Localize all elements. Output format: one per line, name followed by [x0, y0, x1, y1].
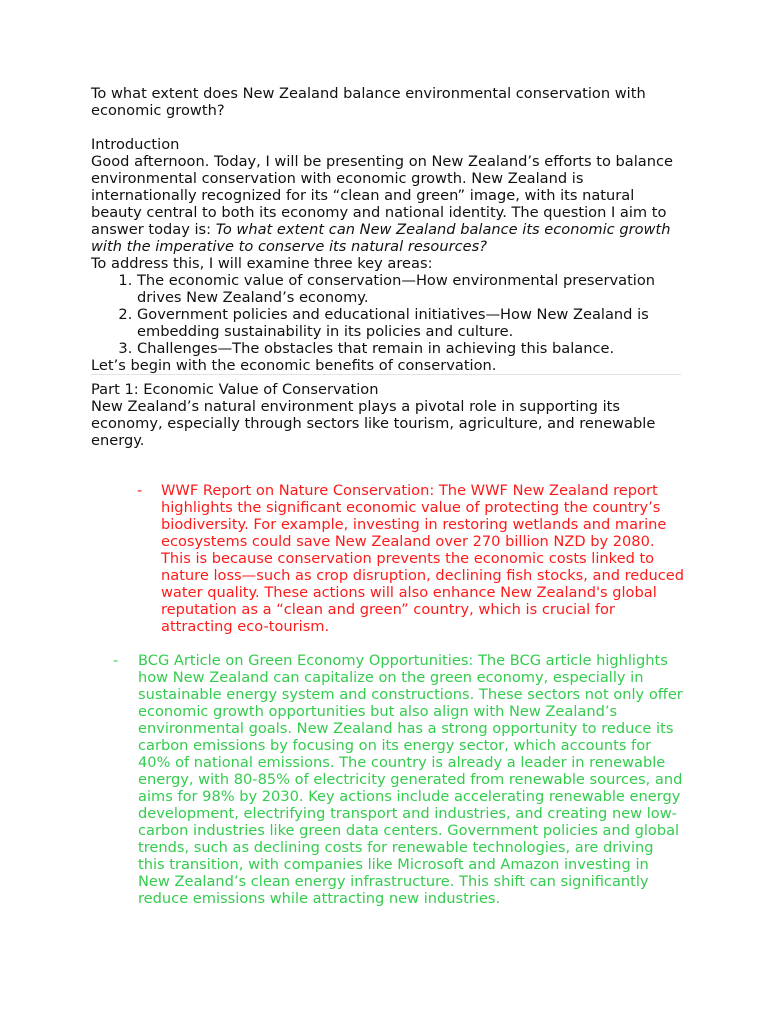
bullet-marker: -: [137, 482, 143, 499]
list-item: 3. Challenges—The obstacles that remain in achieving this balance.: [137, 340, 681, 357]
section-divider: [91, 374, 681, 375]
bullet-marker: -: [113, 652, 119, 669]
wwf-report-text: WWF Report on Nature Conservation: The WWF New Zealand report highlights the significant economic value of protecting the country’s biodiversity. For example, investing in restoring wetlands and marine ecosystems could save New Zealand over 270 billion NZD by 2080. This is because conservation prevents the economic costs linked to nature loss—such as crop disruption, declining fish stocks, and reduced water quality. These actions will also enhance New Zealand's global reputation as a “clean and green” country, which is crucial for attracting eco-tourism.: [161, 482, 685, 635]
bcg-article-text: BCG Article on Green Economy Opportunities: The BCG article highlights how New Zealand can capitalize on the green economy, especially in sustainable energy system and constructions. These sectors not only offer economic growth opportunities but also align with New Zealand’s environmental goals. New Zealand has a strong opportunity to reduce its carbon emissions by focusing on its energy sector, which accounts for 40% of national emissions. The country is already a leader in renewable energy, with 80-85% of electricity generated from renewable sources, and aims for 98% by 2030. Key actions include accelerating renewable energy development, electrifying transport and industries, and creating new low-carbon industries like green data centers. Government policies and global trends, such as declining costs for renewable technologies, are driving this transition, with companies like Microsoft and Amazon investing in New Zealand’s clean energy infrastructure. This shift can significantly reduce emissions while attracting new industries.: [138, 652, 683, 907]
blank-line: [91, 449, 681, 466]
intro-body-text: Good afternoon. Today, I will be presenting on New Zealand’s efforts to balance environmental conservation with economic growth. New Zealand is internationally recognized for its “clean and green” image, with its natural beauty central to both its economy and national identity. The question I aim to answer today is:: [91, 153, 673, 238]
areas-lead: To address this, I will examine three key areas:: [91, 255, 433, 272]
document-page: [91, 85, 685, 907]
part1-heading: Part 1: Economic Value of Conservation: [91, 381, 379, 398]
bcg-article-bullet: [91, 652, 683, 907]
essay-question: To what extent does New Zealand balance environmental conservation with economic growth?: [91, 85, 646, 119]
blank-line: [91, 119, 681, 136]
list-item: 1. The economic value of conservation—How environmental preservation drives New Zealand’s economy.: [137, 272, 681, 306]
transition-sentence: Let’s begin with the economic benefits of conservation.: [91, 357, 497, 374]
part1-body: New Zealand’s natural environment plays a pivotal role in supporting its economy, especially through sectors like tourism, agriculture, and renewable energy.: [91, 398, 656, 449]
intro-question-italic: To what extent can New Zealand balance its economic growth with the imperative to conserve its natural resources?: [91, 221, 671, 255]
key-areas-list: [91, 272, 681, 357]
blank-line: [91, 635, 681, 652]
list-item: 2. Government policies and educational initiatives—How New Zealand is embedding sustainability in its policies and culture.: [137, 306, 681, 340]
wwf-report-bullet: [91, 482, 686, 635]
intro-paragraph: [91, 153, 681, 255]
intro-heading: Introduction: [91, 136, 180, 153]
